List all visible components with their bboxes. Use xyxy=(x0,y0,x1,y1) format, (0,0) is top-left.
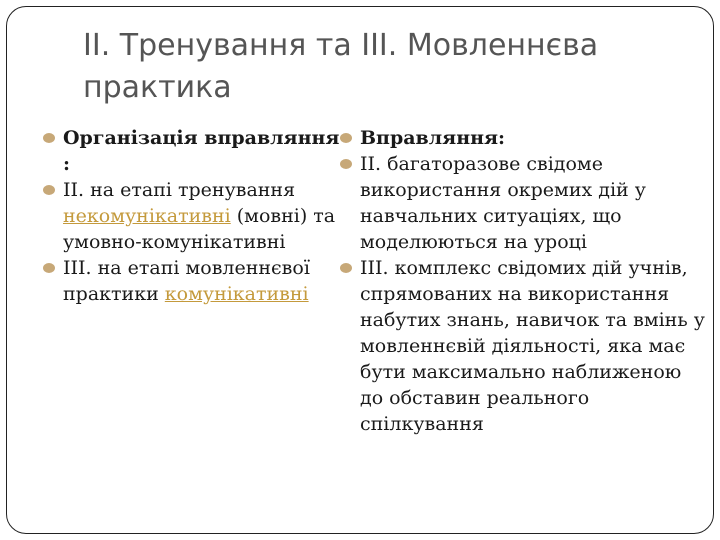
list-item xyxy=(340,151,710,255)
right-column xyxy=(340,125,710,437)
bullet-icon xyxy=(340,133,352,143)
item-text: (мовні) та умовно-комунікативні xyxy=(63,205,336,253)
item-text: ІІІ. комплекс свідомих дій учнів, спрямованих на використання набутих знань, навичок та вмінь у мовленнєвій діяльності, яка має бути максимально наближеною до обставин реального спілкування xyxy=(360,257,705,435)
item-heading: Вправляння: xyxy=(360,127,506,149)
slide-frame xyxy=(6,6,714,534)
list-item xyxy=(43,125,343,177)
item-text: ІІ. багаторазове свідоме використання окремих дій у навчальних ситуаціях, що моделюються на уроці xyxy=(360,153,646,253)
list-item xyxy=(43,255,343,307)
bullet-icon xyxy=(340,159,352,169)
item-text: ІІ. на етапі тренування xyxy=(63,179,296,201)
list-item xyxy=(43,177,343,255)
bullet-icon xyxy=(43,133,55,143)
left-bullet-list xyxy=(43,125,343,307)
hyperlink-communicative[interactable]: комунікативні xyxy=(164,283,309,305)
left-column xyxy=(43,125,343,307)
right-bullet-list xyxy=(340,125,710,437)
item-heading: Організація вправляння : xyxy=(63,127,340,175)
list-item xyxy=(340,125,710,151)
bullet-icon xyxy=(43,185,55,195)
slide-title: ІІ. Тренування та ІІІ. Мовленнєва практика xyxy=(83,28,599,105)
bullet-icon xyxy=(340,263,352,273)
bullet-icon xyxy=(43,263,55,273)
list-item xyxy=(340,255,710,437)
item-text: ІІІ. на етапі мовленнєвої практики xyxy=(63,257,310,305)
hyperlink-noncommunicative[interactable]: некомунікативні xyxy=(63,205,231,227)
